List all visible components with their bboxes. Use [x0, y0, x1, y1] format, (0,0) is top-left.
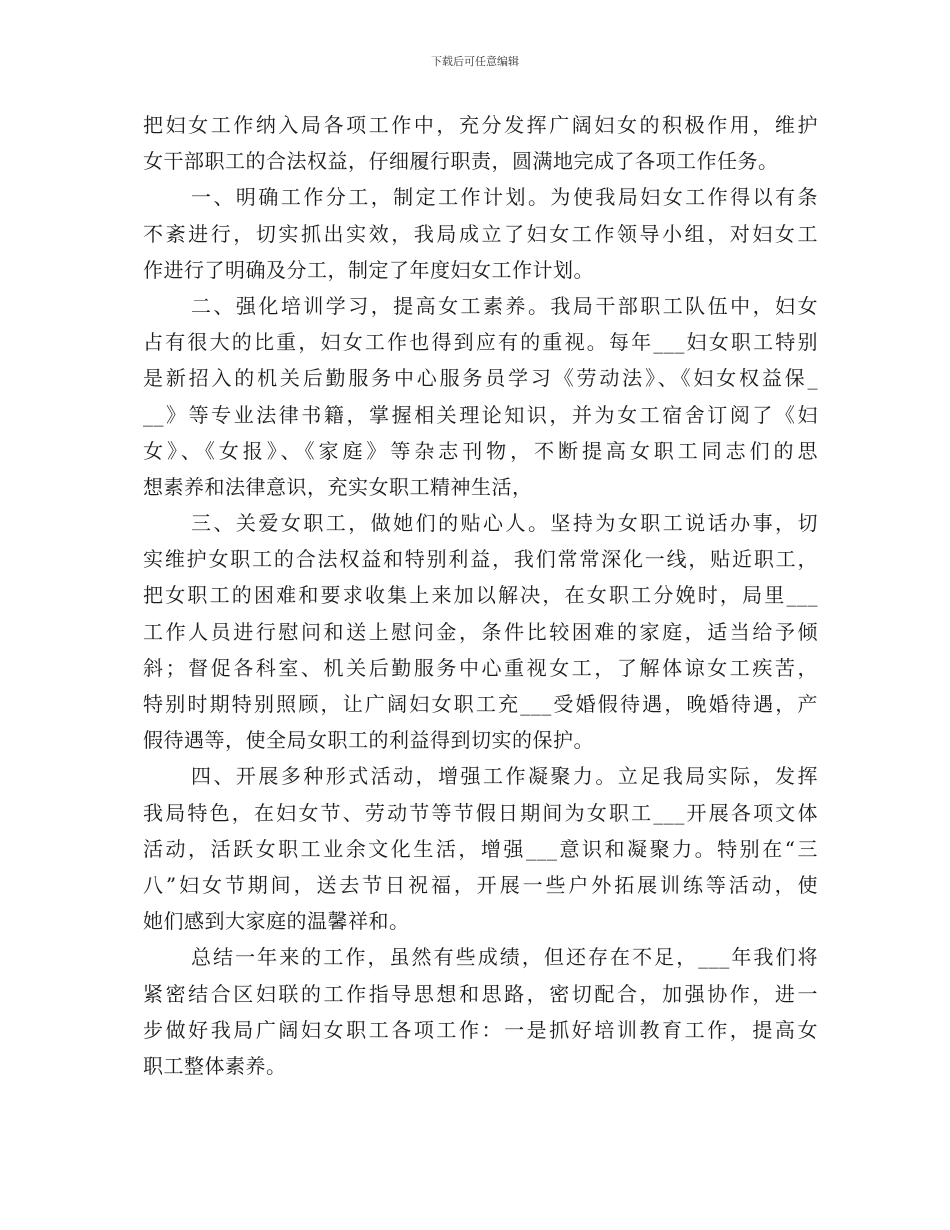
- text-line: 是新招入的机关后勤服务中心服务员学习《劳动法》、《妇女权益保_: [143, 366, 818, 391]
- text-line: 实维护女职工的合法权益和特别利益，我们常常深化一线，贴近职工，: [143, 547, 818, 572]
- text-line: 不紊进行，切实抓出实效，我局成立了妇女工作领导小组，对妇女工: [143, 221, 818, 246]
- text-line: 职工整体素养。: [143, 1053, 287, 1078]
- text-line: 活动，活跃女职工业余文化生活，增强___意识和凝聚力。特别在“三: [143, 836, 818, 861]
- document-body: [143, 107, 818, 1084]
- text-line: 斜；督促各科室、机关后勤服务中心重视女工，了解体谅女工疾苦，: [143, 655, 818, 680]
- text-line: 作进行了明确及分工，制定了年度妇女工作计划。: [143, 257, 594, 282]
- text-line: 工作人员进行慰问和送上慰问金，条件比较困难的家庭，适当给予倾: [143, 619, 818, 644]
- text-line: 紧密结合区妇联的工作指导思想和思路，密切配合，加强协作，进一: [143, 981, 818, 1006]
- text-line: 步做好我局广阔妇女职工各项工作：一是抓好培训教育工作，提高女: [143, 1017, 818, 1042]
- text-line: 把妇女工作纳入局各项工作中，充分发挥广阔妇女的积极作用，维护: [143, 113, 818, 137]
- text-line: 二、强化培训学习，提高女工素养。我局干部职工队伍中，妇女: [191, 293, 818, 318]
- text-line: 一、明确工作分工，制定工作计划。为使我局妇女工作得以有条: [191, 185, 818, 210]
- text-line: 假待遇等，使全局女职工的利益得到切实的保护。: [143, 728, 594, 753]
- text-line: 女》、《女报》、《家庭》等杂志刊物，不断提高女职工同志们的思: [143, 438, 818, 463]
- text-line: 把女职工的困难和要求收集上来加以解决，在女职工分娩时，局里___: [143, 583, 818, 608]
- page-header-note: 下载后可任意编辑: [431, 55, 519, 68]
- text-line: __》等专业法律书籍，掌握相关理论知识，并为女工宿舍订阅了《妇: [143, 402, 818, 427]
- text-line: 想素养和法律意识，充实女职工精神生活，: [143, 474, 533, 499]
- text-line: 八”妇女节期间，送去节日祝福，开展一些户外拓展训练等活动，使: [143, 872, 818, 897]
- text-line: 特别时期特别照顾，让广阔妇女职工充___受婚假待遇，晚婚待遇，产: [143, 692, 818, 716]
- text-line: 占有很大的比重，妇女工作也得到应有的重视。每年___妇女职工特别: [143, 330, 818, 355]
- text-line: 三、关爱女职工，做她们的贴心人。坚持为女职工说话办事，切: [191, 511, 818, 536]
- text-line: 总结一年来的工作，虽然有些成绩，但还存在不足，___年我们将: [191, 945, 818, 970]
- text-line: 女干部职工的合法权益，仔细履行职责，圆满地完成了各项工作任务。: [143, 149, 779, 174]
- text-line: 四、开展多种形式活动，增强工作凝聚力。立足我局实际，发挥: [191, 764, 818, 789]
- text-line: 我局特色，在妇女节、劳动节等节假日期间为女职工___开展各项文体: [143, 800, 818, 825]
- text-line: 她们感到大家庭的温馨祥和。: [143, 909, 410, 934]
